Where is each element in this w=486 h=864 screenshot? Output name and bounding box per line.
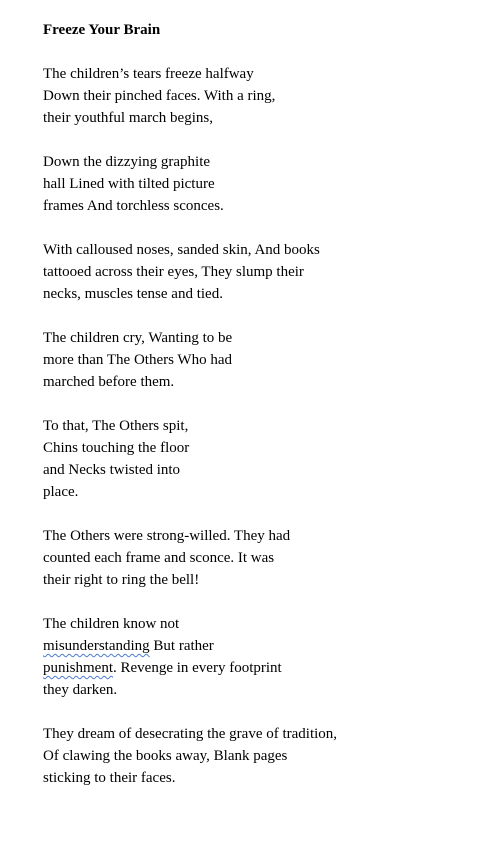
stanza-5: [43, 415, 463, 503]
stanza-3: [43, 239, 463, 305]
poem-line: they darken.: [43, 682, 118, 698]
line-remainder: . Revenge in every footprint: [113, 660, 282, 676]
stanza-8: [43, 723, 463, 789]
poem-line: sticking to their faces.: [43, 770, 176, 786]
spellcheck-flagged-word[interactable]: misunderstanding: [43, 638, 150, 654]
poem-title: Freeze Your Brain: [43, 22, 161, 38]
poem-line: frames And torchless sconces.: [43, 198, 224, 214]
poem-line: The children know not: [43, 616, 180, 632]
poem-line: The children cry, Wanting to be: [43, 330, 233, 346]
poem-line: They dream of desecrating the grave of tradition,: [43, 726, 338, 742]
document-page: [43, 19, 463, 811]
spellcheck-flagged-word[interactable]: punishment: [43, 660, 113, 676]
stanza-4: [43, 327, 463, 393]
poem-line: place.: [43, 484, 79, 500]
poem-line: With calloused noses, sanded skin, And books: [43, 242, 320, 258]
poem-line: The children’s tears freeze halfway: [43, 66, 254, 82]
poem-line: Down their pinched faces. With a ring,: [43, 88, 276, 104]
stanza-6: [43, 525, 463, 591]
poem-line: their right to ring the bell!: [43, 572, 200, 588]
poem-line: To that, The Others spit,: [43, 418, 189, 434]
poem-line: Down the dizzying graphite: [43, 154, 211, 170]
poem-line: marched before them.: [43, 374, 175, 390]
poem-line: hall Lined with tilted picture: [43, 176, 215, 192]
poem-line: tattooed across their eyes, They slump their: [43, 264, 304, 280]
poem-line: Chins touching the floor: [43, 440, 190, 456]
stanza-2: [43, 151, 463, 217]
poem-line: necks, muscles tense and tied.: [43, 286, 223, 302]
poem-line-spellcheck-2: [43, 657, 463, 679]
poem-line: Of clawing the books away, Blank pages: [43, 748, 288, 764]
poem-line: their youthful march begins,: [43, 110, 213, 126]
poem-line-spellcheck-1: [43, 635, 463, 657]
line-remainder: But rather: [149, 638, 214, 654]
poem-line: The Others were strong-willed. They had: [43, 528, 291, 544]
poem-line: more than The Others Who had: [43, 352, 232, 368]
stanza-1: [43, 63, 463, 129]
stanza-7: [43, 613, 463, 701]
poem-line: and Necks twisted into: [43, 462, 181, 478]
poem-line: counted each frame and sconce. It was: [43, 550, 275, 566]
